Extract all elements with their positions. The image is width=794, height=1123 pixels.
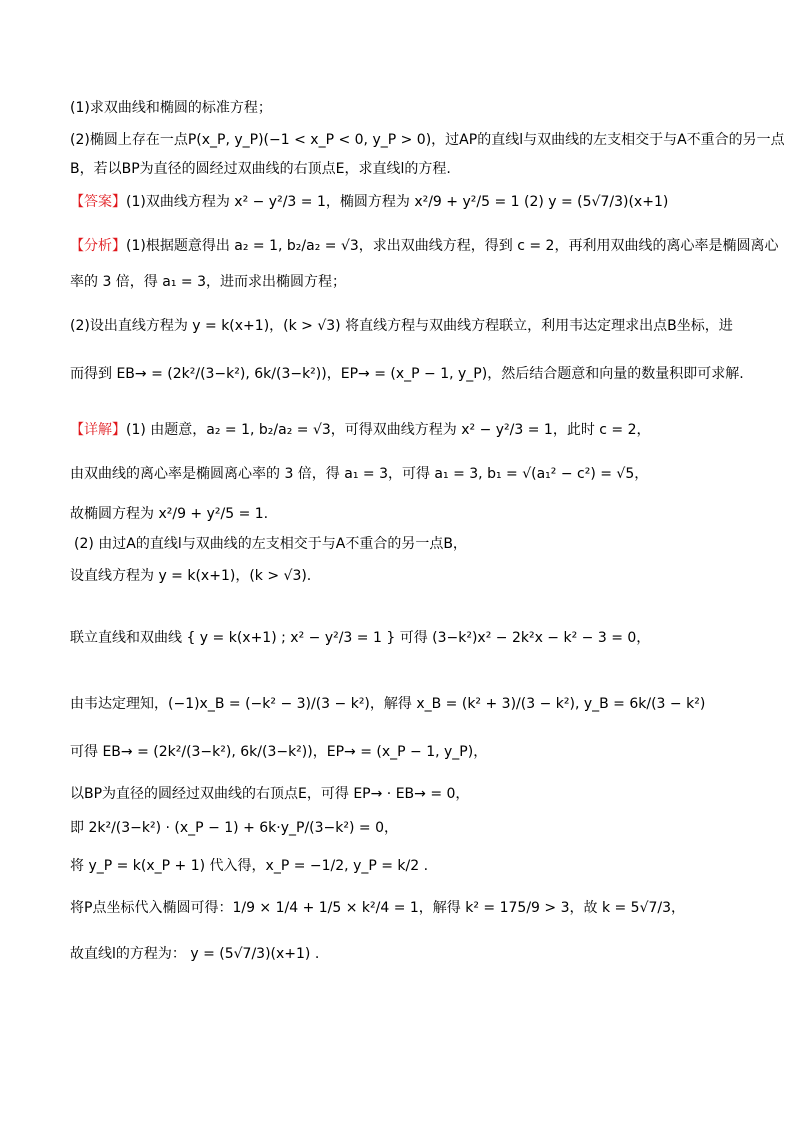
detail-line10: 即 2k²/(3−k²) · (x_P − 1) + 6k·y_P/(3−k²) = 0， [70, 820, 398, 836]
answer-content: (1)双曲线方程为 x² − y²/3 = 1，椭圆方程为 x²/9 + y²/5 = 1 (2) y = (5√7/3)(x+1) [126, 194, 669, 210]
detail-line4: (2) 由过A的直线l与双曲线的左支相交于与A不重合的另一点B， [74, 536, 467, 552]
detail-line12: 将P点坐标代入椭圆可得：1/9 × 1/4 + 1/5 × k²/4 = 1，解得 k² = 175/9 > 3，故 k = 5√7/3， [70, 900, 686, 916]
analysis-line1 [70, 236, 778, 256]
detail-line7: 由韦达定理知，(−1)x_B = (−k² − 3)/(3 − k²)，解得 x_B = (k² + 3)/(3 − k²), y_B = 6k/(3 − k²) [70, 696, 706, 712]
detail-line13: 故直线l的方程为： y = (5√7/3)(x+1) . [70, 946, 320, 962]
detail-content-1: (1) 由题意，a₂ = 1, b₂/a₂ = √3，可得双曲线方程为 x² − y²/3 = 1，此时 c = 2， [126, 422, 651, 438]
answer-line [70, 192, 668, 212]
detail-line8: 可得 EB→ = (2k²/(3−k²), 6k/(3−k²))，EP→ = (x_P − 1, y_P)， [70, 744, 488, 760]
analysis-line4: 而得到 EB→ = (2k²/(3−k²), 6k/(3−k²))，EP→ = (x_P − 1, y_P)，然后结合题意和向量的数量积即可求解. [70, 366, 744, 382]
q1-text: (1)求双曲线和椭圆的标准方程； [70, 100, 272, 116]
detail-line6-system: 联立直线和双曲线 { y = k(x+1) ; x² − y²/3 = 1 } 可得 (3−k²)x² − 2k²x − k² − 3 = 0， [70, 630, 651, 646]
analysis-line3: (2)设出直线方程为 y = k(x+1)，(k > √3) 将直线方程与双曲线方程联立，利用韦达定理求出点B坐标，进 [70, 318, 733, 334]
detail-line11: 将 y_P = k(x_P + 1) 代入得，x_P = −1/2, y_P = k/2 . [70, 858, 429, 874]
q2-text-line1: (2)椭圆上存在一点P(x_P, y_P)(−1 < x_P < 0, y_P > 0)，过AP的直线l与双曲线的左支相交于与A不重合的另一点 [70, 132, 785, 148]
detail-line5: 设直线方程为 y = k(x+1)，(k > √3). [70, 568, 312, 584]
detail-line1 [70, 420, 651, 440]
analysis-tag: 【分析】 [70, 238, 126, 254]
analysis-content-1: (1)根据题意得出 a₂ = 1, b₂/a₂ = √3，求出双曲线方程，得到 c = 2，再利用双曲线的离心率是椭圆离心 [126, 238, 779, 254]
answer-tag: 【答案】 [70, 194, 126, 210]
detail-line2: 由双曲线的离心率是椭圆离心率的 3 倍，得 a₁ = 3，可得 a₁ = 3, b₁ = √(a₁² − c²) = √5， [70, 466, 649, 482]
detail-line3: 故椭圆方程为 x²/9 + y²/5 = 1. [70, 506, 269, 522]
q2-text-line2: B，若以BP为直径的圆经过双曲线的右顶点E，求直线l的方程. [70, 161, 451, 177]
analysis-line2: 率的 3 倍，得 a₁ = 3，进而求出椭圆方程； [70, 274, 346, 290]
detail-line9: 以BP为直径的圆经过双曲线的右顶点E，可得 EP→ · EB→ = 0， [70, 786, 470, 802]
detail-tag: 【详解】 [70, 422, 126, 438]
